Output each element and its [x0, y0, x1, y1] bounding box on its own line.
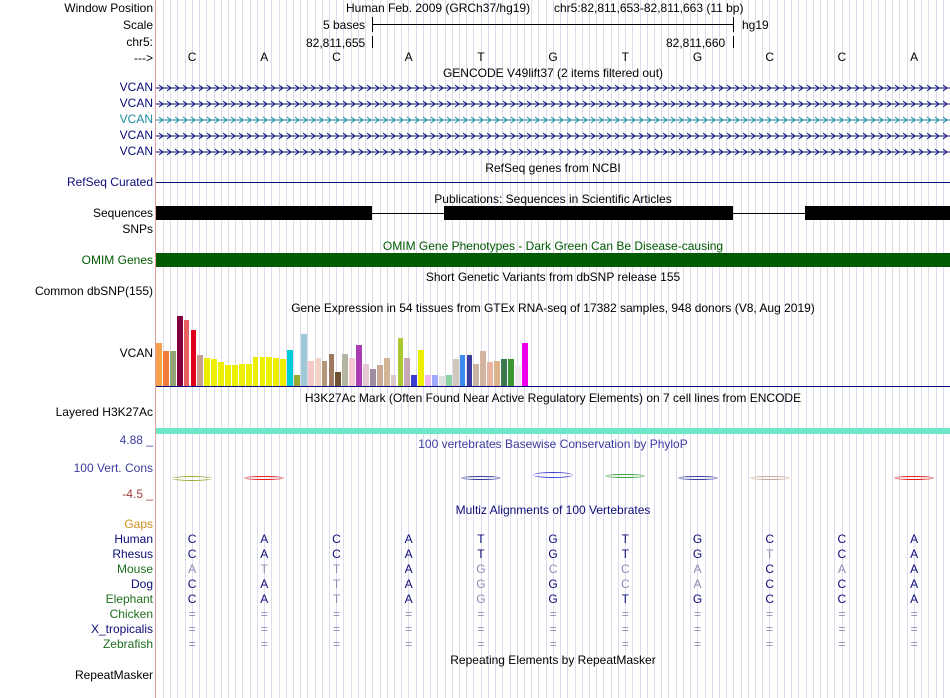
alignment-base: A — [404, 577, 413, 591]
phylop-mark — [605, 474, 645, 478]
gtex-tissue-bar[interactable] — [266, 357, 272, 386]
gtex-tissue-bar[interactable] — [239, 364, 245, 386]
alignment-base: C — [765, 577, 775, 591]
alignment-base: = — [332, 637, 340, 651]
gtex-tissue-bar[interactable] — [404, 358, 410, 386]
phylop-mark — [678, 476, 718, 480]
alignment-base: A — [404, 532, 413, 546]
alignment-base: C — [765, 592, 775, 606]
alignment-base: = — [405, 637, 413, 651]
alignment-base: = — [838, 607, 846, 621]
position-text: chr5:82,811,653-82,811,663 (11 bp) — [554, 1, 744, 15]
alignment-base: T — [621, 532, 629, 546]
gtex-tissue-bar[interactable] — [480, 351, 486, 386]
alignment-base: G — [692, 547, 703, 561]
alignment-base: = — [838, 637, 846, 651]
gencode-item-label[interactable]: VCAN — [119, 80, 153, 94]
gencode-transcript[interactable] — [156, 130, 950, 144]
gtex-tissue-bar[interactable] — [439, 376, 445, 386]
publication-block-2[interactable] — [444, 206, 733, 220]
gtex-tissue-bar[interactable] — [363, 364, 369, 386]
gtex-tissue-bar[interactable] — [211, 359, 217, 386]
gtex-tissue-bar[interactable] — [287, 350, 293, 386]
alignment-base: = — [188, 607, 196, 621]
gtex-tissue-bar[interactable] — [273, 358, 279, 386]
gtex-tissue-bar[interactable] — [197, 355, 203, 386]
alignment-base: = — [910, 637, 918, 651]
gtex-tissue-bar[interactable] — [446, 375, 452, 386]
alignment-base: C — [837, 547, 847, 561]
gtex-tissue-bar[interactable] — [377, 365, 383, 386]
gtex-tissue-bar[interactable] — [225, 365, 231, 386]
alignment-base: = — [477, 622, 485, 636]
phylop-mark — [461, 476, 501, 480]
species-label[interactable]: Chicken — [109, 607, 153, 621]
gtex-tissue-bar[interactable] — [425, 375, 431, 386]
alignment-base: T — [332, 577, 341, 591]
species-label[interactable]: Human — [114, 532, 153, 546]
sequence-base: C — [332, 50, 341, 64]
gtex-tissue-bar[interactable] — [342, 354, 348, 386]
dbsnp-title[interactable]: Short Genetic Variants from dbSNP release 155 — [425, 270, 681, 284]
alignment-base: C — [765, 562, 775, 576]
gtex-tissue-bar[interactable] — [177, 316, 183, 386]
gtex-tissue-bar[interactable] — [515, 365, 521, 386]
gtex-tissue-bar[interactable] — [163, 351, 169, 386]
publication-block-3[interactable] — [805, 206, 950, 220]
gtex-tissue-bar[interactable] — [184, 320, 190, 386]
alignment-base: C — [837, 577, 847, 591]
alignment-base: A — [910, 562, 919, 576]
alignment-base: G — [476, 562, 486, 576]
gencode-transcript[interactable] — [156, 146, 950, 160]
coord-right: 82,811,660 — [666, 36, 726, 50]
repeatmasker-title[interactable]: Repeating Elements by RepeatMasker — [450, 653, 656, 667]
alignment-base: C — [187, 547, 197, 561]
alignment-base: = — [838, 622, 846, 636]
alignment-base: T — [621, 547, 629, 561]
scale-bar — [372, 24, 733, 25]
alignment-base: C — [187, 592, 197, 606]
gtex-tissue-bar[interactable] — [156, 343, 162, 386]
gtex-tissue-bar[interactable] — [508, 359, 514, 386]
gencode-transcript[interactable] — [156, 98, 950, 112]
gtex-tissue-bar[interactable] — [487, 362, 493, 386]
publications-title[interactable]: Publications: Sequences in Scientific Articles — [434, 192, 672, 206]
gencode-item-label[interactable]: VCAN — [119, 96, 153, 110]
gtex-tissue-bar[interactable] — [232, 365, 238, 386]
gtex-tissue-bar[interactable] — [246, 364, 252, 386]
species-label[interactable]: Elephant — [105, 592, 153, 606]
publication-link-1 — [372, 213, 444, 214]
sequence-base: T — [477, 50, 485, 64]
alignment-base: A — [188, 562, 197, 576]
gtex-tissue-bar[interactable] — [170, 351, 176, 386]
alignment-base: = — [910, 607, 918, 621]
scale-bar-left-tick — [372, 17, 373, 32]
alignment-base: A — [260, 532, 269, 546]
gencode-item-label[interactable]: VCAN — [119, 112, 153, 126]
sequence-base: A — [404, 50, 413, 64]
alignment-base: = — [621, 607, 629, 621]
species-label[interactable]: Dog — [130, 577, 153, 591]
sequence-base: A — [260, 50, 269, 64]
alignment-base: = — [405, 607, 413, 621]
window-position-label: Window Position — [64, 1, 153, 15]
omim-gene-bar[interactable] — [156, 253, 950, 267]
sequences-label[interactable]: Sequences — [92, 206, 153, 220]
alignment-base: A — [404, 562, 413, 576]
phylop-mark — [750, 476, 790, 480]
alignment-base: G — [476, 592, 486, 606]
alignment-base: = — [188, 637, 196, 651]
gtex-tissue-bar[interactable] — [260, 357, 266, 386]
alignment-base: A — [910, 592, 919, 606]
alignment-base: A — [260, 577, 269, 591]
gtex-tissue-bar[interactable] — [501, 359, 507, 386]
sequence-base: C — [187, 50, 197, 64]
phylop-title[interactable]: 100 vertebrates Basewise Conservation by PhyloP — [418, 437, 688, 451]
alignment-base: T — [766, 547, 774, 561]
strand-label: ---> — [134, 51, 153, 65]
alignment-base: = — [766, 622, 774, 636]
alignment-base: = — [405, 622, 413, 636]
h3k27ac-title[interactable]: H3K27Ac Mark (Often Found Near Active Regulatory Elements) on 7 cell lines from ENCODE — [304, 391, 802, 405]
alignment-base: G — [548, 577, 558, 591]
alignment-base: C — [620, 577, 630, 591]
alignment-base: C — [548, 562, 558, 576]
assembly-text: Human Feb. 2009 (GRCh37/hg19) — [346, 1, 531, 15]
gencode-title[interactable]: GENCODE V49lift37 (2 items filtered out) — [442, 66, 664, 80]
sequence-base: A — [910, 50, 919, 64]
sequence-base: T — [621, 50, 629, 64]
alignment-base: A — [910, 577, 919, 591]
gtex-tissue-bar[interactable] — [460, 355, 466, 386]
alignment-base: C — [765, 532, 775, 546]
alignment-base: = — [693, 607, 701, 621]
coord-left: 82,811,655 — [306, 36, 366, 50]
gtex-tissue-bar[interactable] — [329, 354, 335, 386]
phylop-min-label: -4.5 _ — [122, 487, 153, 501]
browser-image[interactable] — [156, 0, 950, 698]
gtex-title[interactable]: Gene Expression in 54 tissues from GTEx RNA-seq of 17382 samples, 948 donors (V8, Aug 2019) — [291, 301, 815, 315]
gtex-tissue-bar[interactable] — [522, 343, 528, 386]
alignment-base: T — [332, 562, 341, 576]
gtex-tissue-bar[interactable] — [253, 357, 259, 386]
gtex-baseline — [156, 386, 950, 387]
gencode-item-label[interactable]: VCAN — [119, 128, 153, 142]
gtex-bar-chart[interactable] — [156, 316, 950, 386]
alignment-base: A — [910, 532, 919, 546]
alignment-base: C — [837, 592, 847, 606]
alignment-base: A — [693, 577, 702, 591]
alignment-base: = — [260, 607, 268, 621]
track-label-column — [0, 0, 155, 698]
gtex-tissue-bar[interactable] — [384, 358, 390, 386]
alignment-base: = — [260, 637, 268, 651]
gtex-tissue-bar[interactable] — [218, 362, 224, 386]
phylop-mark — [172, 476, 212, 481]
alignment-base: T — [332, 592, 341, 606]
scale-label: Scale — [122, 18, 153, 32]
gtex-tissue-bar[interactable] — [494, 361, 500, 386]
gencode-item-label[interactable]: VCAN — [119, 144, 153, 158]
gtex-tissue-bar[interactable] — [356, 345, 362, 386]
alignment-base: A — [260, 547, 269, 561]
scale-db: hg19 — [742, 18, 769, 32]
alignment-base: A — [910, 547, 919, 561]
gtex-tissue-bar[interactable] — [432, 375, 438, 386]
gtex-tissue-bar[interactable] — [335, 372, 341, 386]
alignment-base: = — [621, 622, 629, 636]
species-label[interactable]: X_tropicalis — [90, 622, 153, 636]
alignment-base: = — [188, 622, 196, 636]
alignment-base: G — [692, 532, 703, 546]
publication-block-1[interactable] — [156, 206, 372, 220]
phylop-label[interactable]: 100 Vert. Cons — [73, 461, 153, 475]
alignment-base: A — [693, 562, 702, 576]
alignment-base: C — [332, 532, 341, 546]
h3k27ac-label[interactable]: Layered H3K27Ac — [55, 405, 153, 419]
gtex-tissue-bar[interactable] — [204, 358, 210, 386]
alignment-base: = — [766, 607, 774, 621]
gencode-transcript[interactable] — [156, 82, 950, 96]
alignment-base: A — [260, 592, 269, 606]
snps-label[interactable]: SNPs — [122, 222, 153, 236]
gtex-tissue-bar[interactable] — [467, 355, 473, 386]
alignment-base: T — [260, 562, 268, 576]
alignment-base: T — [477, 532, 485, 546]
gtex-tissue-bar[interactable] — [301, 334, 307, 386]
coord-right-tick — [733, 36, 734, 48]
gaps-label[interactable]: Gaps — [124, 517, 153, 531]
alignment-base: A — [404, 547, 413, 561]
alignment-base: C — [837, 532, 847, 546]
gtex-tissue-bar[interactable] — [315, 358, 321, 386]
alignment-base: = — [260, 622, 268, 636]
species-label[interactable]: Zebrafish — [102, 637, 153, 651]
alignment-base: = — [621, 637, 629, 651]
alignment-base: C — [332, 547, 341, 561]
phylop-max-label: 4.88 _ — [119, 433, 153, 447]
alignment-base: C — [187, 577, 197, 591]
gtex-tissue-bar[interactable] — [349, 358, 355, 386]
gtex-tissue-bar[interactable] — [473, 364, 479, 386]
coord-left-tick — [372, 36, 373, 48]
alignment-base: = — [549, 637, 557, 651]
alignment-base: G — [548, 532, 558, 546]
refseq-title[interactable]: RefSeq genes from NCBI — [485, 161, 621, 175]
gtex-tissue-bar[interactable] — [398, 338, 404, 386]
gtex-tissue-bar[interactable] — [280, 359, 286, 386]
omim-title[interactable]: OMIM Gene Phenotypes - Dark Green Can Be Disease-causing — [382, 239, 724, 253]
gtex-label[interactable]: VCAN — [119, 346, 153, 360]
refseq-gene-line[interactable] — [156, 182, 950, 183]
gtex-tissue-bar[interactable] — [322, 361, 328, 386]
gtex-tissue-bar[interactable] — [453, 359, 459, 386]
dbsnp-label[interactable]: Common dbSNP(155) — [34, 284, 153, 298]
gtex-tissue-bar[interactable] — [294, 375, 300, 386]
alignment-base: = — [910, 622, 918, 636]
alignment-base: G — [548, 592, 558, 606]
gtex-tissue-bar[interactable] — [370, 369, 376, 386]
sequence-base: G — [548, 50, 558, 64]
repeatmasker-label[interactable]: RepeatMasker — [74, 668, 153, 682]
alignment-base: T — [477, 547, 485, 561]
refseq-label[interactable]: RefSeq Curated — [66, 175, 153, 189]
chrom-label: chr5: — [126, 35, 153, 49]
alignment-base: = — [693, 637, 701, 651]
alignment-base: G — [692, 592, 703, 606]
gtex-tissue-bar[interactable] — [411, 375, 417, 386]
omim-label[interactable]: OMIM Genes — [81, 253, 153, 267]
gtex-tissue-bar[interactable] — [308, 361, 314, 386]
scale-text: 5 bases — [323, 18, 366, 32]
phylop-mark — [894, 476, 934, 480]
alignment-base: A — [837, 562, 846, 576]
sequence-base: C — [837, 50, 847, 64]
alignment-base: = — [477, 607, 485, 621]
phylop-mark — [244, 476, 284, 480]
alignment-base: = — [332, 607, 340, 621]
alignment-base: G — [476, 577, 486, 591]
gencode-transcript[interactable] — [156, 114, 950, 128]
alignment-base: G — [548, 547, 558, 561]
alignment-base: C — [187, 532, 197, 546]
multiz-title[interactable]: Multiz Alignments of 100 Vertebrates — [455, 503, 651, 517]
sequence-base: C — [765, 50, 775, 64]
alignment-base: = — [477, 637, 485, 651]
h3k27ac-signal[interactable] — [156, 428, 950, 434]
alignment-base: = — [766, 637, 774, 651]
gtex-tissue-bar[interactable] — [418, 350, 424, 386]
alignment-base: C — [620, 562, 630, 576]
alignment-base: A — [404, 592, 413, 606]
gtex-tissue-bar[interactable] — [391, 375, 397, 386]
species-label[interactable]: Rhesus — [112, 547, 153, 561]
species-label[interactable]: Mouse — [116, 562, 153, 576]
alignment-base: T — [621, 592, 629, 606]
alignment-base: = — [549, 622, 557, 636]
gtex-tissue-bar[interactable] — [191, 330, 197, 386]
alignment-base: = — [693, 622, 701, 636]
alignment-base: = — [549, 607, 557, 621]
alignment-base: = — [332, 622, 340, 636]
phylop-mark — [533, 472, 573, 478]
publication-link-2 — [733, 213, 805, 214]
scale-bar-right-tick — [733, 17, 734, 32]
sequence-base: G — [692, 50, 703, 64]
